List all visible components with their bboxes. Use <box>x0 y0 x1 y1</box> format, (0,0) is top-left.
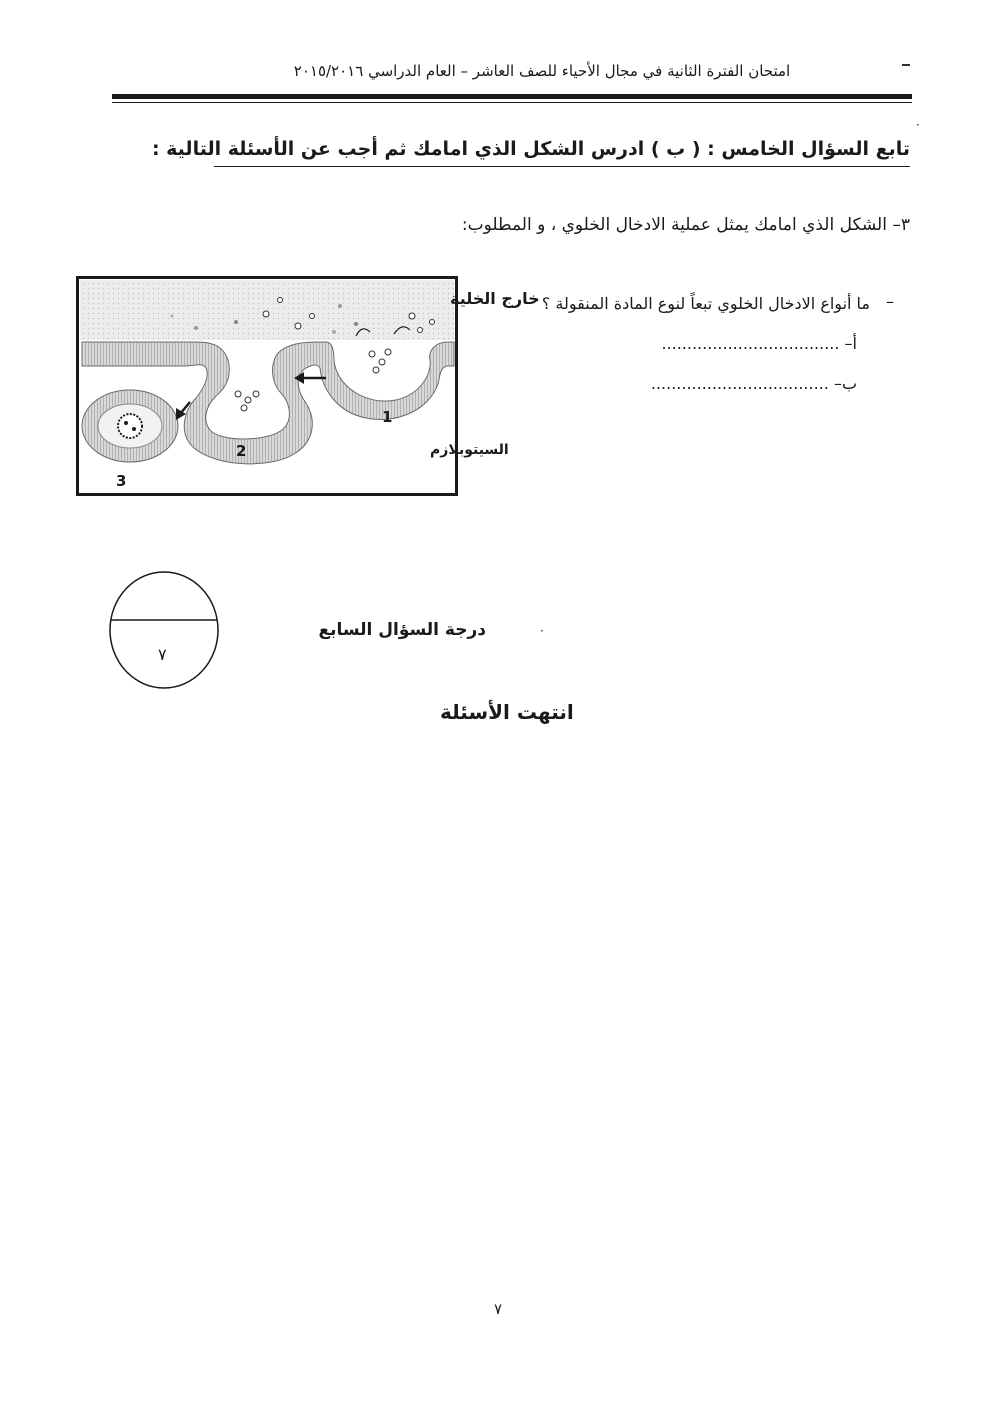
scan-mark: · <box>916 118 920 132</box>
label-stage-3: 3 <box>116 472 127 490</box>
label-stage-2: 2 <box>236 442 247 460</box>
engulfed-particle <box>118 414 142 438</box>
grade-circle <box>108 570 220 690</box>
scan-mark: · <box>540 624 544 638</box>
label-stage-1: 1 <box>382 408 393 426</box>
answer-line-b[interactable]: ب– ................................... <box>650 374 857 393</box>
endocytosis-diagram <box>76 276 540 496</box>
end-of-questions: انتهت الأسئلة <box>440 700 574 724</box>
question-heading: تابع السؤال الخامس : ( ب ) ادرس الشكل الذي امامك ثم أجب عن الأسئلة التالية : <box>151 138 910 160</box>
sub-question-dash: – <box>886 292 894 311</box>
question-item-3: ٣– الشكل الذي امامك يمثل عملية الادخال الخلوي ، و المطلوب: <box>461 215 910 235</box>
grade-max-value: ٧ <box>158 645 167 664</box>
label-outside-cell: خارج الخلية <box>450 289 540 308</box>
header-rule-thick <box>112 94 912 99</box>
sub-question: ما أنواع الادخال الخلوي تبعاً لنوع المادة المنقولة ؟ <box>541 294 870 313</box>
header-rule-thin <box>112 102 912 103</box>
question-heading-underline <box>214 166 910 167</box>
scan-mark <box>902 64 910 66</box>
exam-header-title: امتحان الفترة الثانية في مجال الأحياء للصف العاشر – العام الدراسي ٢٠١٥/٢٠١٦ <box>293 62 791 80</box>
label-cytoplasm: السيتوبلازم <box>430 442 509 458</box>
answer-line-a[interactable]: أ– ................................... <box>661 334 857 353</box>
extracellular-region <box>80 280 454 340</box>
grade-label: درجة السؤال السابع <box>318 620 486 640</box>
page-number: ٧ <box>494 1300 503 1318</box>
